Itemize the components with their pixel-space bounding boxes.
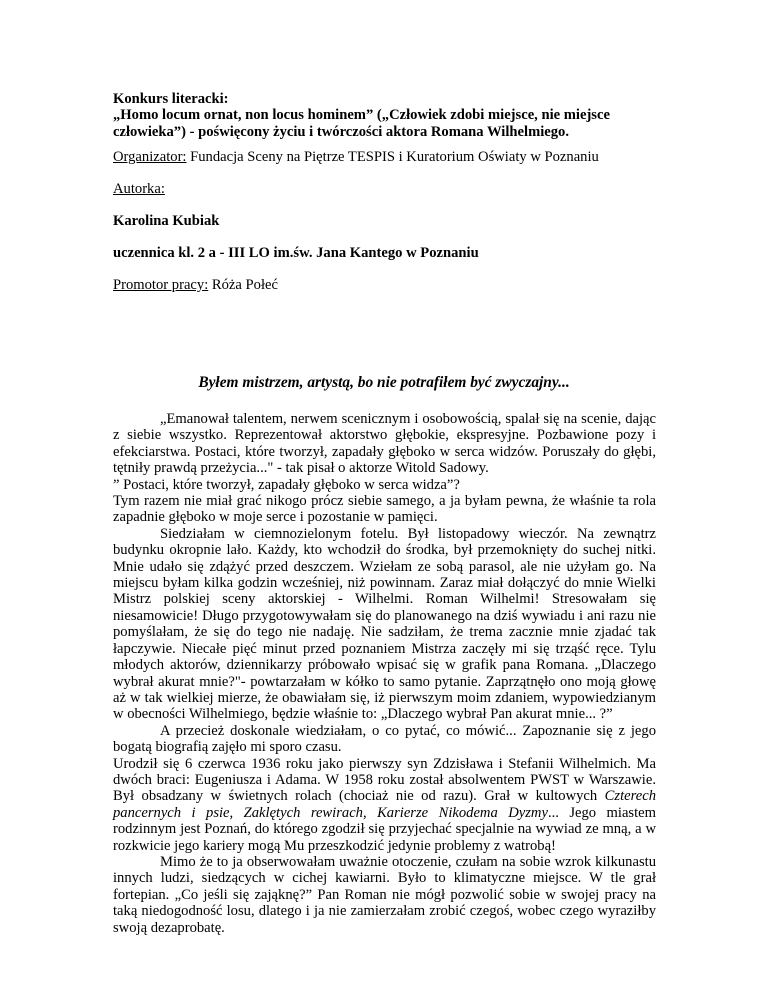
contest-heading	[113, 91, 656, 140]
paragraph-5: A przecież doskonale wiedziałam, o co pytać, co mówić... Zapoznanie się z jego bogatą biografią zajęło mi sporo czasu.	[113, 722, 656, 756]
paragraph-3: Tym razem nie miał grać nikogo prócz siebie samego, a ja byłam pewna, że właśnie ta rola zapadnie głęboko w moje serce i pozostanie w pamięci.	[113, 493, 656, 526]
paragraph-2: ” Postaci, które tworzył, zapadały głęboko w serca widza”?	[113, 476, 460, 493]
author-label: Autorka:	[113, 181, 165, 197]
student-info: uczennica kl. 2 a - III LO im.św. Jana Kantego w Poznaniu	[113, 245, 479, 261]
paragraph-6-end: ... Jego miastem rodzinnym jest Poznań, do którego zgodził się przyjechać specjalnie na wywiad ze mną, a w rozkwicie jego kariery mogą Mu przeszkodzić jedynie problemy z watrobą!	[113, 804, 656, 854]
paragraph-4: Siedziałam w ciemnozielonym fotelu. Był listopadowy wieczór. Na zewnątrz budynku okropnie lało. Każdy, kto wchodził do środka, był przemoknięty do suchej nitki. Mnie udało się zdążyć przed deszczem. Wziełam ze sobą parasol, ale nie użyłam go. Na miejscu byłam kilka godzin wcześniej, niż powinnam. Zaraz miał dołączyć do mnie Wielki Mistrz polskiej sceny aktorskiej - Wilhelmi. Roman Wilhelmi! Stresowałam się niesamowicie! Długo przygotowywałam się do planowanego na dziś wywiadu i ani razu nie pomyślałam, że się do tego nie nadaję. Nie sadziłam, że trema zacznie mnie zjadać tak łapczywie. Niecałe pięć minut przed poznaniem Mistrza zaczęły mi się trząść ręce. Tylu młodych aktorów, dziennikarzy próbowało wpisać się w grafik pana Romana. „Dlaczego wybrał akurat mnie?"- powtarzałam w kółko to samo pytanie. Zaprzątnęło ono moją głowę aż w tak wielkiej mierze, że obawiałam się, iż pierwszym moim zdaniem, wypowiedzianym w obecności Wilhelmiego, będzie właśnie to: „Dlaczego wybrał Pan akurat mnie... ?”	[113, 525, 656, 723]
contest-label: Konkurs literacki:	[113, 91, 229, 107]
paragraph-6-start: Urodził się 6 czerwca 1936 roku jako pierwszy syn Zdzisława i Stefanii Wilhelmich. Ma dwóch braci: Eugeniusza i Adama. W 1958 roku został absolwentem PWST w Warszawie. Był obsadzany w świetnych rolach (chociaż nie od razu). Grał w kultowych	[113, 755, 656, 805]
paragraph-1: „Emanował talentem, nerwem scenicznym i osobowością, spalał się na scenie, dając z siebie wszystko. Reprezentował aktorstwo głębokie, ekspresyjne. Pozbawione pozy i efekciarstwa. Postaci, które tworzył, zapadały głęboko w serca widzów. Poruszały do głębi, tętniły prawdą przeżycia..." - tak pisał o aktorze Witold Sadowy.	[113, 411, 656, 477]
film-titles: Czterech pancernych i psie, Zaklętych rewirach, Karierze Nikodema Dyzmy	[113, 788, 656, 821]
author-label-line	[113, 181, 656, 197]
essay-title: Byłem mistrzem, artystą, bo nie potrafiłem być zwyczajny...	[198, 374, 570, 391]
promoter-value: Róża Połeć	[208, 277, 278, 293]
paragraph-6	[113, 756, 656, 854]
organizer-value: Fundacja Sceny na Piętrze TESPIS i Kuratorium Oświaty w Poznaniu	[186, 149, 599, 165]
essay-body	[113, 411, 656, 936]
organizer-line	[113, 149, 656, 165]
contest-title: „Homo locum ornat, non locus hominem” („Człowiek zdobi miejsce, nie miejsce człowieka”) - poświęcony życiu i twórczości aktora Romana Wilhelmiego.	[113, 107, 610, 140]
promoter-line	[113, 277, 656, 293]
author-name: Karolina Kubiak	[113, 213, 220, 229]
paragraph-7: Mimo że to ja obserwowałam uważnie otoczenie, czułam na sobie wzrok kilkunastu innych ludzi, siedzących w cichej kawiarni. Było to klimatyczne miejsce. W tle grał fortepian. „Co jeśli się zająknę?” Pan Roman nie mógł pozwolić sobie w swojej pracy na taką niedogodność losu, dlatego i ja nie zamierzałam zrobić czegoś, wobec czego wyraziłby swoją dezaprobatę.	[113, 853, 656, 936]
promoter-label: Promotor pracy:	[113, 277, 209, 293]
organizer-label: Organizator:	[113, 149, 187, 165]
